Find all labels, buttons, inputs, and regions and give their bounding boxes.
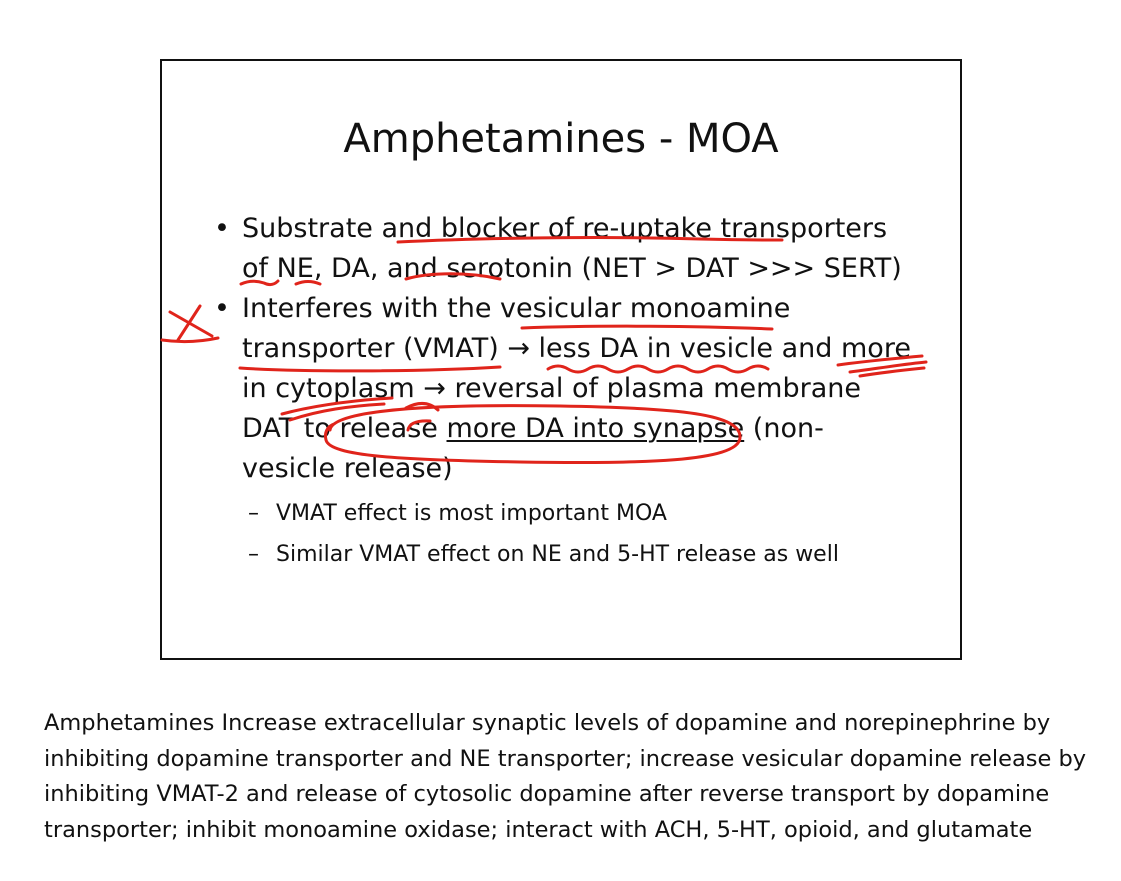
sub-bullet-item: – Similar VMAT effect on NE and 5-HT release as well <box>242 534 912 575</box>
bullet-item <box>212 289 912 575</box>
bullet-text-after: (non-vesicle release) <box>242 413 824 484</box>
bullet-item <box>212 209 912 289</box>
slide-title: Amphetamines - MOA <box>343 116 779 162</box>
bullet-list <box>212 209 912 575</box>
sub-bullet-item: – VMAT effect is most important MOA <box>242 493 912 534</box>
sub-bullet-list <box>242 493 912 575</box>
bullet-text: Substrate and blocker of re-uptake transporters of NE, DA, and serotonin (NET > DAT >>> SERT) <box>242 213 902 284</box>
slide <box>160 59 962 660</box>
underlined-phrase: more DA into synapse <box>446 413 745 444</box>
bullet-text: Interferes with the vesicular monoamine transporter (VMAT) → less DA in vesicle and more in cytoplasm → reversal of plasma membrane DAT to release <box>242 293 911 444</box>
caption-text: Amphetamines Increase extracellular synaptic levels of dopamine and norepinephrine by inhibiting dopamine transporter and NE transporter; increase vesicular dopamine release by inhibiting VMAT-2 and release of cytosolic dopamine after reverse transport by dopamine transporter; inhibit monoamine oxidase; interact with ACH, 5-HT, opioid, and glutamate <box>44 710 1087 843</box>
